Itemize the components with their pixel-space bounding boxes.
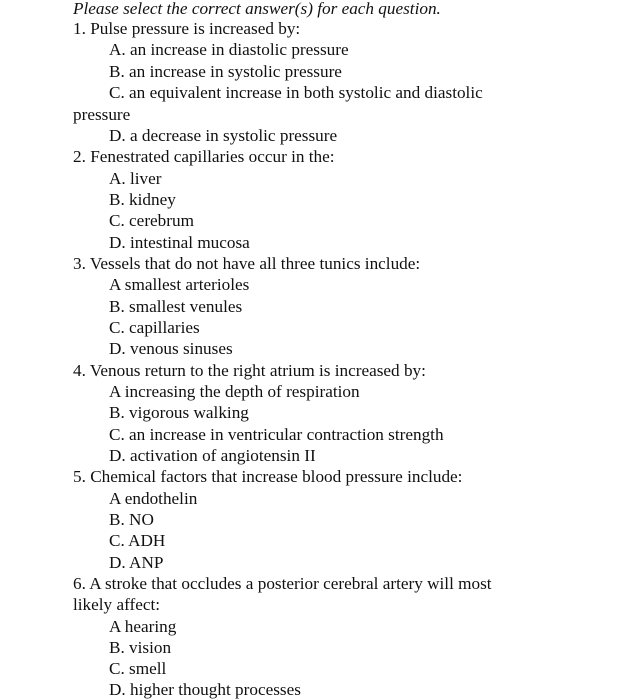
question-3-prompt: 3. Vessels that do not have all three tunics include:	[73, 254, 421, 273]
question-2-prompt: 2. Fenestrated capillaries occur in the:	[73, 147, 335, 166]
question-5-option-d[interactable]: D. ANP	[109, 553, 164, 572]
question-1-option-a[interactable]: A. an increase in diastolic pressure	[109, 40, 349, 59]
question-3-option-c[interactable]: C. capillaries	[109, 318, 200, 337]
question-3-option-d[interactable]: D. venous sinuses	[109, 339, 233, 358]
question-1-option-b[interactable]: B. an increase in systolic pressure	[109, 62, 342, 81]
question-4-prompt: 4. Venous return to the right atrium is increased by:	[73, 361, 426, 380]
question-6-option-b[interactable]: B. vision	[109, 638, 172, 657]
question-3-option-b[interactable]: B. smallest venules	[109, 297, 243, 316]
question-5-option-c[interactable]: C. ADH	[109, 531, 166, 550]
question-4-option-c[interactable]: C. an increase in ventricular contraction strength	[109, 425, 444, 444]
question-4-option-b[interactable]: B. vigorous walking	[109, 403, 249, 422]
question-4-option-d[interactable]: D. activation of angiotensin II	[109, 446, 316, 465]
question-1-option-c[interactable]: C. an equivalent increase in both systolic and diastolic	[109, 83, 483, 102]
question-6-option-a[interactable]: A hearing	[109, 617, 177, 636]
question-1-prompt: 1. Pulse pressure is increased by:	[73, 19, 301, 38]
question-5-option-b[interactable]: B. NO	[109, 510, 154, 529]
question-3-option-a[interactable]: A smallest arterioles	[109, 275, 250, 294]
question-2-option-d[interactable]: D. intestinal mucosa	[109, 233, 250, 252]
question-5-prompt: 5. Chemical factors that increase blood pressure include:	[73, 467, 463, 486]
question-2-option-b[interactable]: B. kidney	[109, 190, 176, 209]
question-2-option-c[interactable]: C. cerebrum	[109, 211, 194, 230]
question-6-prompt-continued: likely affect:	[73, 595, 161, 614]
question-1-option-c-continued[interactable]: pressure	[73, 105, 131, 124]
question-5-option-a[interactable]: A endothelin	[109, 489, 198, 508]
question-6-option-d[interactable]: D. higher thought processes	[109, 680, 301, 699]
question-6-prompt: 6. A stroke that occludes a posterior cerebral artery will most	[73, 574, 492, 593]
question-2-option-a[interactable]: A. liver	[109, 169, 162, 188]
question-6-option-c[interactable]: C. smell	[109, 659, 167, 678]
question-1-option-d[interactable]: D. a decrease in systolic pressure	[109, 126, 338, 145]
instructions-text: Please select the correct answer(s) for each question.	[73, 0, 441, 18]
question-4-option-a[interactable]: A increasing the depth of respiration	[109, 382, 360, 401]
